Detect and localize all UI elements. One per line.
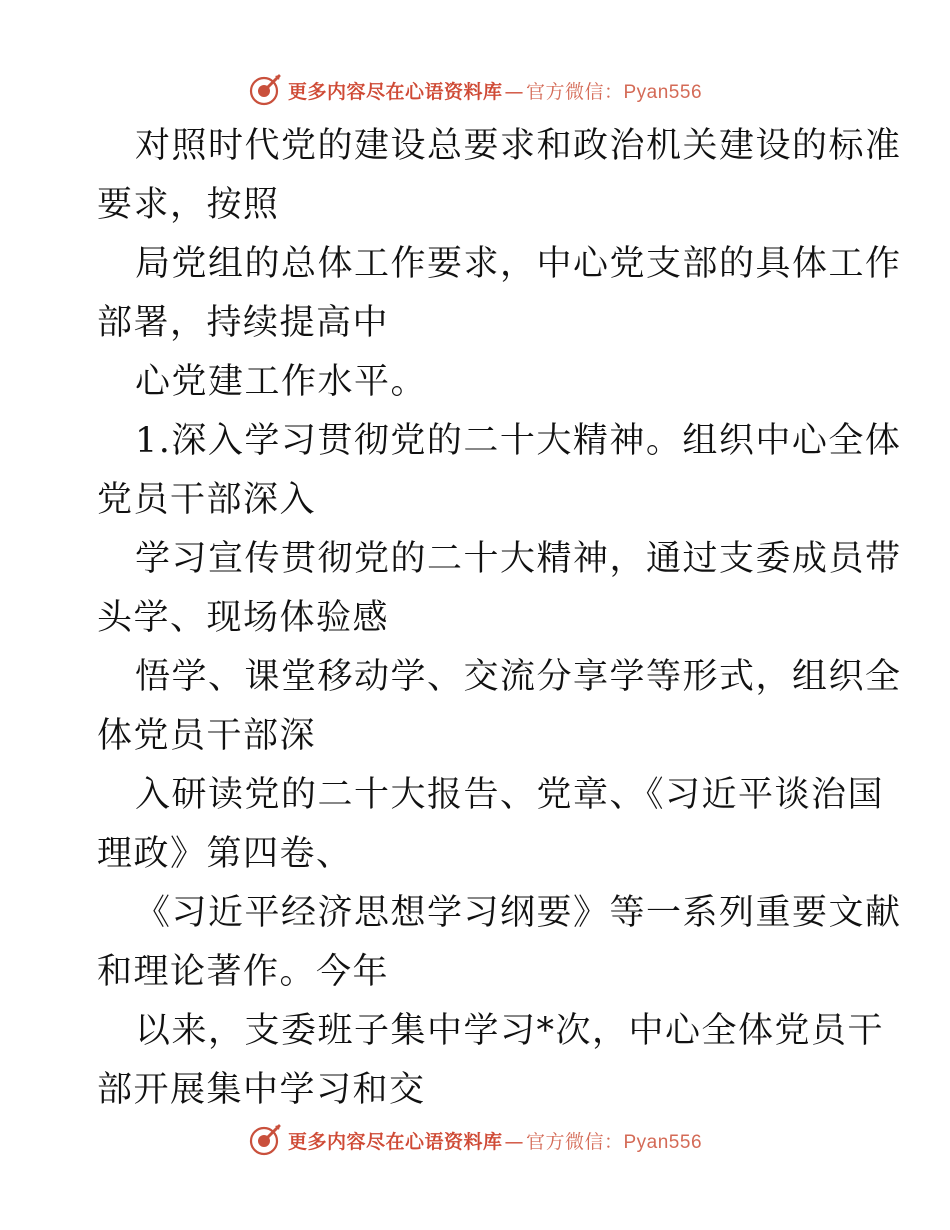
- text-line: 入研读党的二十大报告、党章、《习近平谈治国: [135, 775, 885, 815]
- text-line: 头学、现场体验感: [97, 598, 390, 638]
- text-line: 部署，持续提高中: [97, 303, 390, 343]
- text-line: 悟学、课堂移动学、交流分享学等形式，组织全: [135, 657, 902, 697]
- text-line: 1.深入学习贯彻党的二十大精神。组织中心全体: [135, 421, 902, 461]
- text-line: 和理论著作。今年: [97, 952, 390, 992]
- text-line: 局党组的总体工作要求，中心党支部的具体工作: [135, 244, 902, 284]
- text-line: 心党建工作水平。: [135, 362, 428, 402]
- text-line: 要求，按照: [97, 185, 280, 225]
- text-line: 部开展集中学习和交: [97, 1070, 426, 1110]
- text-line: 体党员干部深: [97, 716, 317, 756]
- pen-logo-icon: [248, 1123, 282, 1157]
- text-line: 学习宣传贯彻党的二十大精神，通过支委成员带: [135, 539, 902, 579]
- text-line: 理政》第四卷、: [97, 834, 353, 874]
- text-line: 党员干部深入: [97, 480, 317, 520]
- watermark-text: 更多内容尽在心语资料库 — 官方微信：Pyan556: [287, 1130, 703, 1153]
- watermark-text: 更多内容尽在心语资料库 — 官方微信：Pyan556: [287, 80, 703, 103]
- text-line: 以来，支委班子集中学习*次，中心全体党员干: [135, 1011, 885, 1051]
- text-line: 对照时代党的建设总要求和政治机关建设的标准: [135, 126, 902, 166]
- footer-watermark: [0, 1120, 950, 1160]
- text-line: 《习近平经济思想学习纲要》等一系列重要文献: [135, 893, 902, 933]
